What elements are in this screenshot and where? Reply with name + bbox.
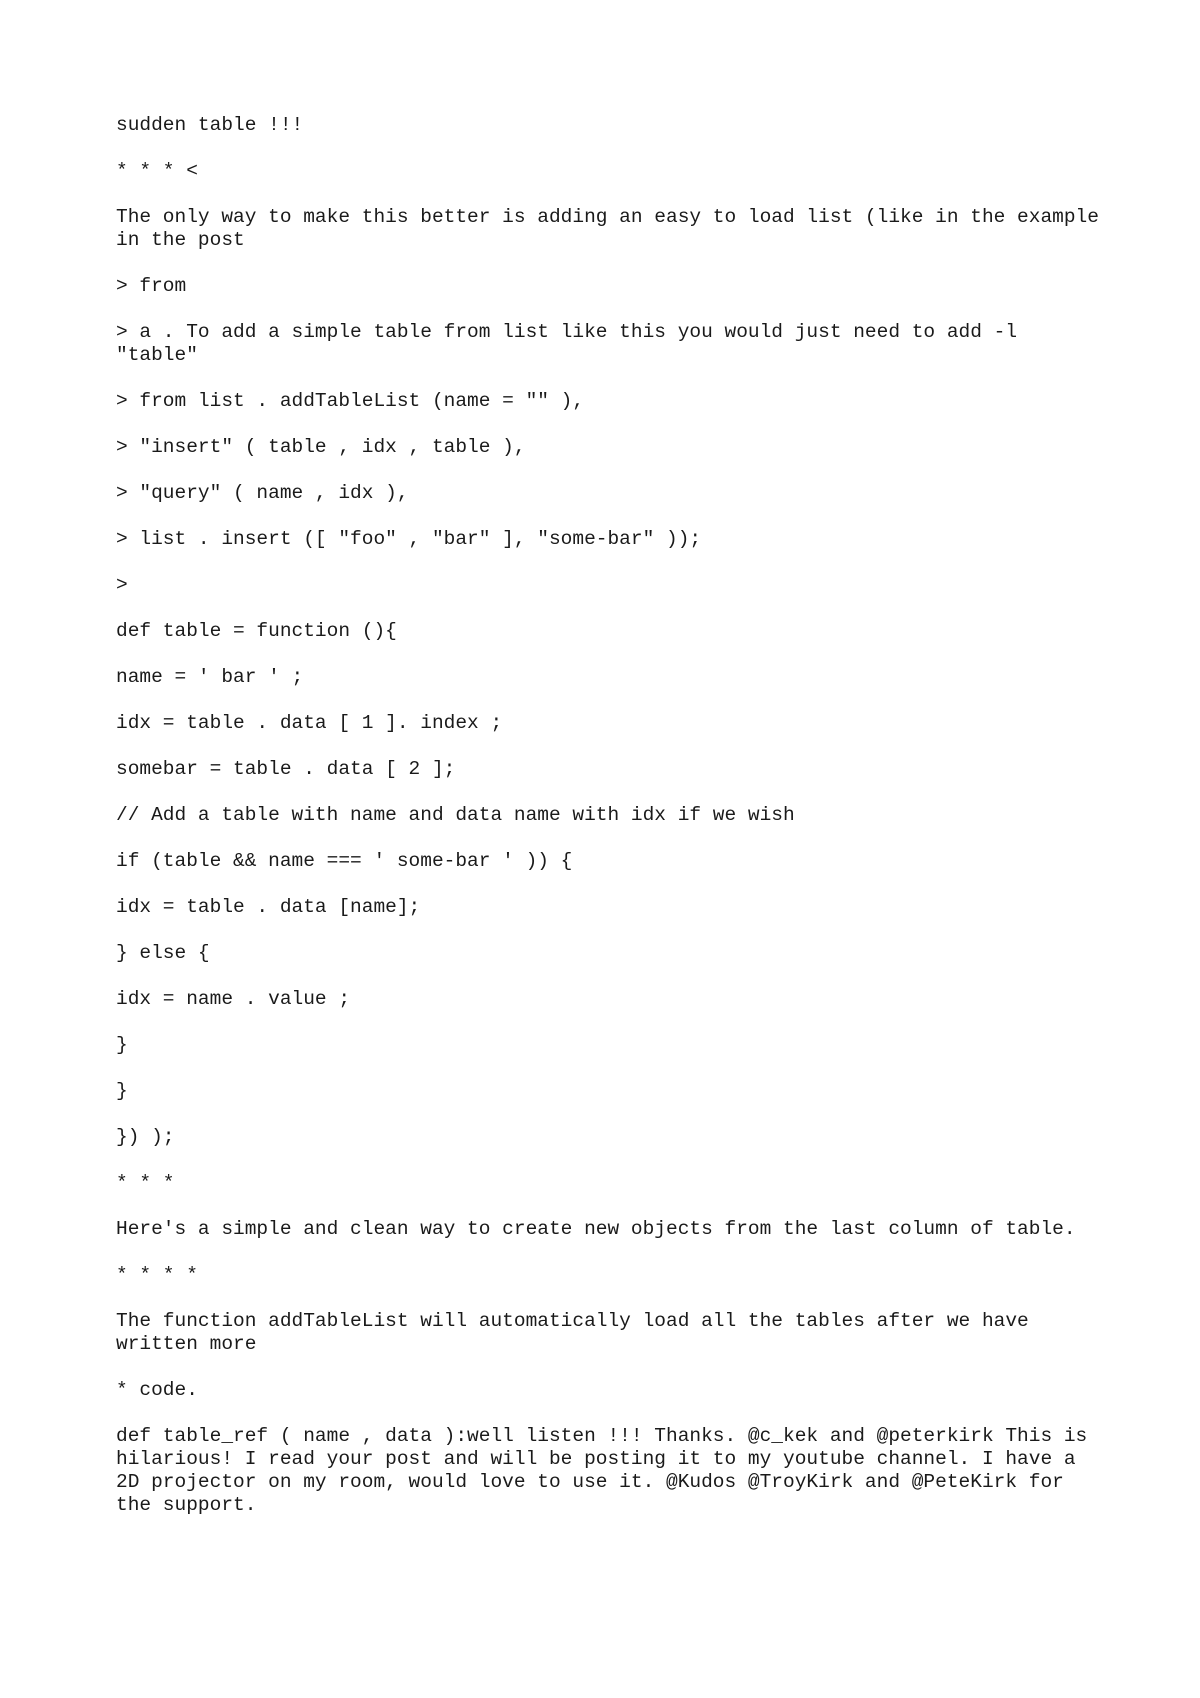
code-line: idx = table . data [ 1 ]. index ;	[116, 712, 503, 734]
quote-line: > "insert" ( table , idx , table ),	[116, 436, 526, 458]
code-line: somebar = table . data [ 2 ];	[116, 758, 456, 780]
separator-line: * * * *	[116, 1264, 198, 1286]
code-line: } else {	[116, 942, 210, 964]
code-line: }	[116, 1034, 128, 1056]
paragraph-text: The function addTableList will automatically load all the tables after we have written more	[116, 1310, 1041, 1355]
paragraph-intro: The only way to make this better is adding an easy to load list (like in the example in the post	[116, 206, 1111, 251]
code-line: }	[116, 1080, 128, 1102]
document-body	[116, 114, 1111, 1540]
quote-line: > from	[116, 275, 187, 297]
quote-line: > list . insert ([ "foo" , "bar" ], "some-bar" ));	[116, 528, 702, 550]
code-line: idx = table . data [name];	[116, 896, 421, 918]
separator-line: * * * <	[116, 160, 198, 182]
separator-line: * * *	[116, 1172, 175, 1194]
quote-line: > "query" ( name , idx ),	[116, 482, 409, 504]
code-line: idx = name . value ;	[116, 988, 351, 1010]
code-line: }) );	[116, 1126, 175, 1148]
paragraph-text: Here's a simple and clean way to create new objects from the last column of table.	[116, 1218, 1076, 1240]
quote-line: >	[116, 574, 128, 596]
paragraph-title: sudden table !!!	[116, 114, 304, 136]
code-line: def table = function (){	[116, 620, 397, 642]
code-line: if (table && name === ' some-bar ' )) {	[116, 850, 573, 872]
code-line: name = ' bar ' ;	[116, 666, 304, 688]
quote-line: > a . To add a simple table from list like this you would just need to add -l "table"	[116, 321, 1029, 366]
quote-line: > from list . addTableList (name = "" ),	[116, 390, 585, 412]
code-comment: // Add a table with name and data name with idx if we wish	[116, 804, 795, 826]
paragraph-closing: def table_ref ( name , data ):well listen !!! Thanks. @c_kek and @peterkirk This is hilarious! I read your post and will be posting it to my youtube channel. I have a 2D projector on my room, would love to use it. @Kudos @TroyKirk and @PeteKirk for the support.	[116, 1425, 1099, 1516]
list-item: * code.	[116, 1379, 198, 1401]
